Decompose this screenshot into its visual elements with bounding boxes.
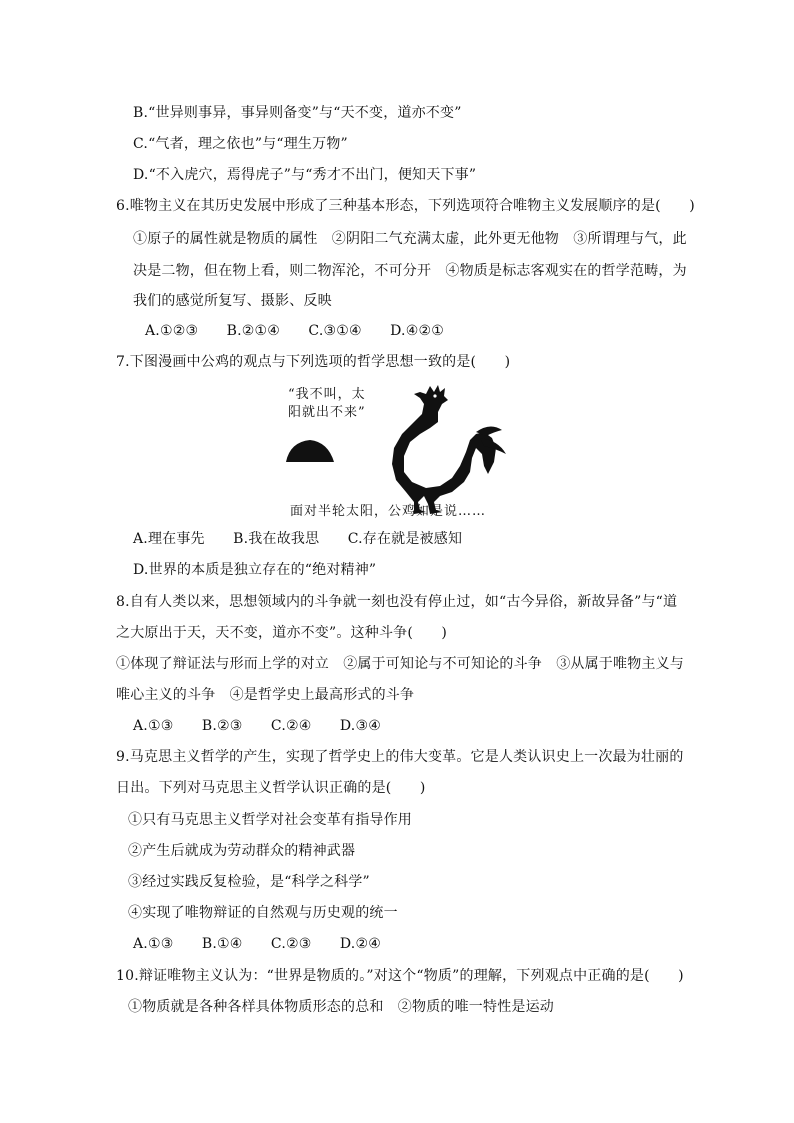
q7-options-line-2: D.世界的本质是独立存在的“绝对精神” xyxy=(133,562,377,578)
q9-item-3: ③经过实践反复检验，是“科学之科学” xyxy=(128,874,370,890)
q9-stem-line-1: 9.马克思主义哲学的产生，实现了哲学史上的伟大变革。它是人类认识史上一次最为壮丽的 xyxy=(116,749,684,765)
q9-item-4: ④实现了唯物辩证的自然观与历史观的统一 xyxy=(128,905,398,921)
q10-body-line-1: ①物质就是各种各样具体物质形态的总和 ②物质的唯一特性是运动 xyxy=(128,999,554,1015)
q5-option-c: C.“气者，理之依也”与“理生万物” xyxy=(133,136,348,152)
q8-options: A.①③ B.②③ C.②④ D.③④ xyxy=(133,718,381,734)
q8-stem-line-1: 8.自有人类以来，思想领域内的斗争就一刻也没有停止过，如“古今异俗，新故异备”与“道 xyxy=(116,594,678,610)
q9-options: A.①③ B.①④ C.②③ D.②④ xyxy=(133,936,381,952)
q9-stem-line-2: 日出。下列对马克思主义哲学认识正确的是( ) xyxy=(116,780,426,796)
q6-body-line-1: ①原子的属性就是物质的属性 ②阴阳二气充满太虚，此外更无他物 ③所谓理与气，此 xyxy=(133,231,687,247)
q5-option-d: D.“不入虎穴，焉得虎子”与“秀才不出门，便知天下事” xyxy=(133,167,477,183)
q7-options-line-1: A.理在事先 B.我在故我思 C.存在就是被感知 xyxy=(133,531,463,547)
rooster-speech-line-1: “我不叫，太 xyxy=(288,387,366,402)
q6-body-line-3: 我们的感觉所复写、摄影、反映 xyxy=(133,293,332,309)
q6-body-line-2: 决是二物，但在物上看，则二物浑沦，不可分开 ④物质是标志客观实在的哲学范畴，为 xyxy=(133,263,687,279)
half-sun-icon xyxy=(286,440,334,462)
q10-stem: 10.辩证唯物主义认为：“世界是物质的。”对这个“物质”的理解，下列观点中正确的是( ) xyxy=(116,968,684,984)
q7-stem: 7.下图漫画中公鸡的观点与下列选项的哲学思想一致的是( ) xyxy=(116,354,511,370)
rooster-speech-line-2: 阳就出不来” xyxy=(288,405,366,420)
q8-body-line-2: 唯心主义的斗争 ④是哲学史上最高形式的斗争 xyxy=(116,687,415,703)
rooster-icon xyxy=(392,385,506,514)
q5-option-b: B.“世异则事异，事异则备变”与“天不变，道亦不变” xyxy=(133,105,462,121)
q8-body-line-1: ①体现了辩证法与形而上学的对立 ②属于可知论与不可知论的斗争 ③从属于唯物主义与 xyxy=(116,656,684,672)
q8-stem-line-2: 之大原出于天，天不变，道亦不变”。这种斗争( ) xyxy=(116,625,448,641)
q6-stem: 6.唯物主义在其历史发展中形成了三种基本形态，下列选项符合唯物主义发展顺序的是( ) xyxy=(116,198,695,214)
q9-item-2: ②产生后就成为劳动群众的精神武器 xyxy=(128,843,356,859)
cartoon-caption: 面对半轮太阳，公鸡如是说…… xyxy=(290,504,487,519)
q6-options: A.①②③ B.②①④ C.③①④ D.④②① xyxy=(145,323,444,339)
q9-item-1: ①只有马克思主义哲学对社会变革有指导作用 xyxy=(128,812,412,828)
